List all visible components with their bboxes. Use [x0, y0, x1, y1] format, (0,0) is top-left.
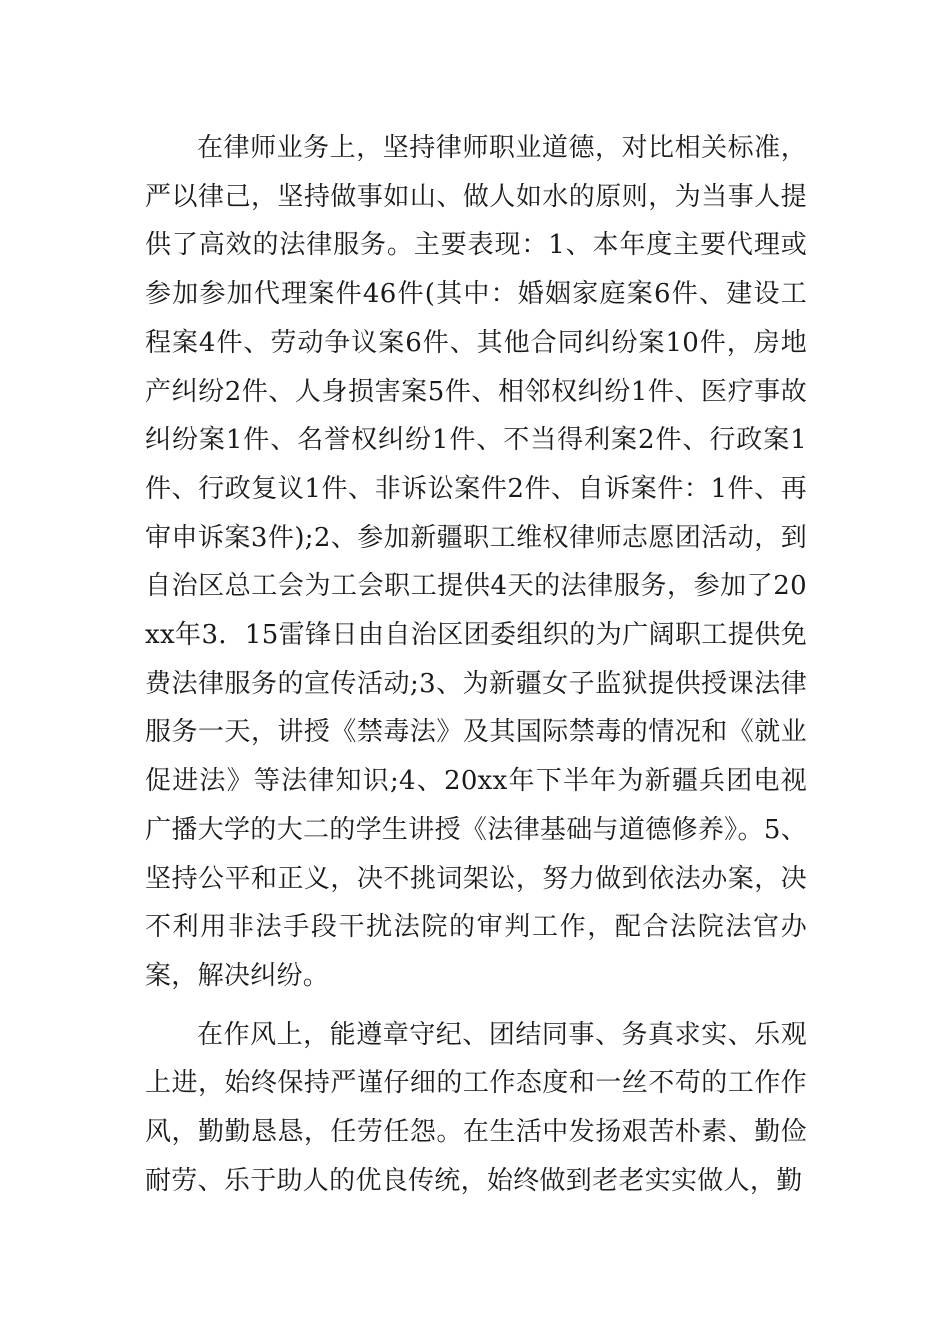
paragraph-work-style: 在作风上，能遵章守纪、团结同事、务真求实、乐观上进，始终保持严谨仔细的工作态度和一丝不苟的工作作风，勤勤恳恳，任劳任怨。在生活中发扬艰苦朴素、勤俭耐劳、乐于助人的优良传统，始终做到老老实实做人，勤 — [145, 1019, 807, 1196]
paragraph-legal-practice: 在律师业务上，坚持律师职业道德，对比相关标准，严以律己，坚持做事如山、做人如水的原则，为当事人提供了高效的法律服务。主要表现：1、本年度主要代理或参加参加代理案件46件(其中：婚姻家庭案6件、建设工程案4件、劳动争议案6件、其他合同纠纷案10件，房地产纠纷2件、人身损害案5件、相邻权纠纷1件、医疗事故纠纷案1件、名誉权纠纷1件、不当得利案2件、行政案1件、行政复议1件、非诉讼案件2件、自诉案件：1件、再审申诉案3件);2、参加新疆职工维权律师志愿团活动，到自治区总工会为工会职工提供4天的法律服务，参加了20xx年3．15雷锋日由自治区团委组织的为广阔职工提供免费法律服务的宣传活动;3、为新疆女子监狱提供授课法律服务一天，讲授《禁毒法》及其国际禁毒的情况和《就业促进法》等法律知识;4、20xx年下半年为新疆兵团电视广播大学的大二的学生讲授《法律基础与道德修养》。5、坚持公平和正义，决不挑词架讼，努力做到依法办案，决不利用非法手段干扰法院的审判工作，配合法院法官办案，解决纠纷。 — [145, 133, 807, 991]
document-body — [145, 124, 807, 1205]
